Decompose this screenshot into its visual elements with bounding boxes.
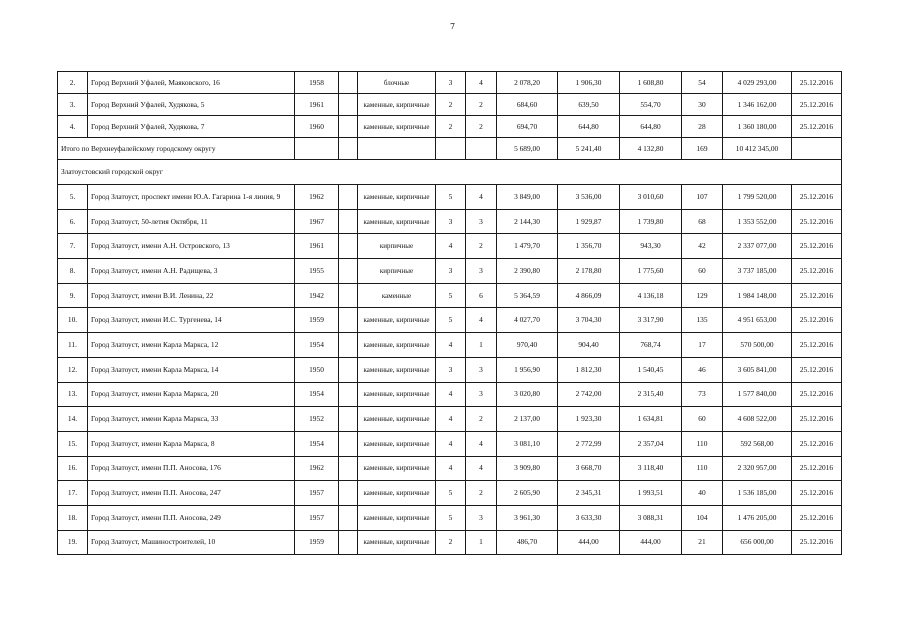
cost-cell: 1 346 162,00 [723,94,792,116]
cost-cell: 1 799 520,00 [723,185,792,210]
subtotal-empty [339,138,358,160]
year-cell: 1960 [295,116,339,138]
material-cell: каменные, кирпичные [358,456,436,481]
row-number: 3. [58,94,88,116]
entrances-cell: 4 [466,308,497,333]
row-number: 12. [58,357,88,382]
cost-cell: 1 536 185,00 [723,481,792,506]
blank-cell [339,481,358,506]
area-total-cell: 3 961,30 [497,505,558,530]
blank-cell [339,116,358,138]
material-cell: каменные [358,283,436,308]
floors-cell: 4 [436,234,466,259]
cost-cell: 656 000,00 [723,530,792,555]
floors-cell: 2 [436,116,466,138]
date-cell: 25.12.2016 [792,72,842,94]
table-row [58,481,842,506]
address-cell: Город Златоуст, имени Карла Маркса, 20 [88,382,295,407]
subtotal-cost: 10 412 345,00 [723,138,792,160]
rows-top [58,72,842,138]
address-cell: Город Златоуст, имени В.И. Ленина, 22 [88,283,295,308]
floors-cell: 5 [436,283,466,308]
date-cell: 25.12.2016 [792,116,842,138]
residents-cell: 17 [682,333,723,358]
area-total-cell: 2 144,30 [497,209,558,234]
floors-cell: 5 [436,481,466,506]
area-total-cell: 3 909,80 [497,456,558,481]
entrances-cell: 2 [466,116,497,138]
year-cell: 1957 [295,481,339,506]
table-row [58,234,842,259]
area-total-cell: 5 364,59 [497,283,558,308]
table-row [58,357,842,382]
material-cell: каменные, кирпичные [358,505,436,530]
entrances-cell: 3 [466,209,497,234]
floors-cell: 4 [436,382,466,407]
year-cell: 1961 [295,234,339,259]
year-cell: 1950 [295,357,339,382]
row-number: 13. [58,382,88,407]
cost-cell: 4 951 653,00 [723,308,792,333]
table-row [58,530,842,555]
floors-cell: 4 [436,456,466,481]
table-row [58,283,842,308]
area-b-cell: 1 812,30 [558,357,620,382]
row-number: 4. [58,116,88,138]
rows-bottom [58,185,842,555]
material-cell: каменные, кирпичные [358,308,436,333]
area-c-cell: 1 775,60 [620,259,682,284]
area-b-cell: 3 704,30 [558,308,620,333]
row-number: 7. [58,234,88,259]
material-cell: каменные, кирпичные [358,333,436,358]
residents-cell: 129 [682,283,723,308]
area-b-cell: 2 178,80 [558,259,620,284]
entrances-cell: 4 [466,431,497,456]
material-cell: каменные, кирпичные [358,431,436,456]
cost-cell: 4 029 293,00 [723,72,792,94]
floors-cell: 3 [436,357,466,382]
cost-cell: 1 360 180,00 [723,116,792,138]
area-total-cell: 2 390,80 [497,259,558,284]
area-total-cell: 970,40 [497,333,558,358]
entrances-cell: 1 [466,333,497,358]
area-total-cell: 1 956,90 [497,357,558,382]
residents-cell: 135 [682,308,723,333]
residents-cell: 68 [682,209,723,234]
area-b-cell: 644,80 [558,116,620,138]
blank-cell [339,259,358,284]
row-number: 11. [58,333,88,358]
blank-cell [339,456,358,481]
area-c-cell: 4 136,18 [620,283,682,308]
year-cell: 1961 [295,94,339,116]
residents-cell: 54 [682,72,723,94]
address-cell: Город Златоуст, Машиностроителей, 10 [88,530,295,555]
address-cell: Город Верхний Уфалей, Худякова, 5 [88,94,295,116]
entrances-cell: 6 [466,283,497,308]
row-number: 2. [58,72,88,94]
row-number: 15. [58,431,88,456]
date-cell: 25.12.2016 [792,431,842,456]
blank-cell [339,407,358,432]
entrances-cell: 4 [466,456,497,481]
cost-cell: 1 353 552,00 [723,209,792,234]
material-cell: каменные, кирпичные [358,94,436,116]
subtotal-empty [466,138,497,160]
cost-cell: 4 608 522,00 [723,407,792,432]
row-number: 14. [58,407,88,432]
blank-cell [339,308,358,333]
row-number: 16. [58,456,88,481]
floors-cell: 3 [436,72,466,94]
table-row [58,505,842,530]
date-cell: 25.12.2016 [792,407,842,432]
area-total-cell: 694,70 [497,116,558,138]
table-row [58,72,842,94]
area-b-cell: 2 742,00 [558,382,620,407]
area-c-cell: 444,00 [620,530,682,555]
subtotal-row [58,138,842,160]
table-row [58,185,842,210]
table-row [58,407,842,432]
area-total-cell: 684,60 [497,94,558,116]
residents-cell: 42 [682,234,723,259]
area-c-cell: 3 088,31 [620,505,682,530]
year-cell: 1962 [295,456,339,481]
address-cell: Город Златоуст, имени И.С. Тургенева, 14 [88,308,295,333]
material-cell: каменные, кирпичные [358,185,436,210]
material-cell: каменные, кирпичные [358,116,436,138]
cost-cell: 570 500,00 [723,333,792,358]
date-cell: 25.12.2016 [792,185,842,210]
material-cell: каменные, кирпичные [358,481,436,506]
floors-cell: 5 [436,185,466,210]
address-cell: Город Златоуст, имени А.Н. Радищева, 3 [88,259,295,284]
blank-cell [339,357,358,382]
row-number: 18. [58,505,88,530]
row-number: 9. [58,283,88,308]
table-row [58,431,842,456]
cost-cell: 1 476 205,00 [723,505,792,530]
area-c-cell: 943,30 [620,234,682,259]
area-total-cell: 3 849,00 [497,185,558,210]
area-b-cell: 3 536,00 [558,185,620,210]
floors-cell: 5 [436,308,466,333]
table-row [58,333,842,358]
area-b-cell: 3 633,30 [558,505,620,530]
blank-cell [339,234,358,259]
year-cell: 1958 [295,72,339,94]
residents-cell: 40 [682,481,723,506]
table-row [58,259,842,284]
date-cell: 25.12.2016 [792,456,842,481]
date-cell: 25.12.2016 [792,234,842,259]
entrances-cell: 4 [466,185,497,210]
area-total-cell: 4 027,70 [497,308,558,333]
area-b-cell: 639,50 [558,94,620,116]
year-cell: 1942 [295,283,339,308]
area-b-cell: 3 668,70 [558,456,620,481]
area-b-cell: 2 345,31 [558,481,620,506]
residents-cell: 46 [682,357,723,382]
table-row [58,308,842,333]
blank-cell [339,431,358,456]
address-cell: Город Верхний Уфалей, Худякова, 7 [88,116,295,138]
cost-cell: 2 337 077,00 [723,234,792,259]
cost-cell: 3 605 841,00 [723,357,792,382]
area-c-cell: 2 357,04 [620,431,682,456]
year-cell: 1954 [295,382,339,407]
blank-cell [339,382,358,407]
year-cell: 1962 [295,185,339,210]
blank-cell [339,283,358,308]
area-c-cell: 3 010,60 [620,185,682,210]
residents-cell: 28 [682,116,723,138]
area-b-cell: 444,00 [558,530,620,555]
area-c-cell: 1 540,45 [620,357,682,382]
floors-cell: 3 [436,209,466,234]
row-number: 17. [58,481,88,506]
area-b-cell: 1 923,30 [558,407,620,432]
section-title: Златоустовский городской округ [58,160,842,185]
entrances-cell: 3 [466,259,497,284]
residents-cell: 30 [682,94,723,116]
area-c-cell: 3 118,40 [620,456,682,481]
date-cell: 25.12.2016 [792,357,842,382]
cost-cell: 592 568,00 [723,431,792,456]
row-number: 19. [58,530,88,555]
entrances-cell: 1 [466,530,497,555]
year-cell: 1959 [295,308,339,333]
date-cell: 25.12.2016 [792,505,842,530]
subtotal-area-total: 5 689,00 [497,138,558,160]
subtotal-empty [358,138,436,160]
blank-cell [339,530,358,555]
residents-cell: 104 [682,505,723,530]
address-cell: Город Златоуст, имени П.П. Аносова, 176 [88,456,295,481]
year-cell: 1955 [295,259,339,284]
residents-cell: 110 [682,456,723,481]
address-cell: Город Верхний Уфалей, Маяковского, 16 [88,72,295,94]
subtotal-empty [295,138,339,160]
subtotal-area-b: 5 241,40 [558,138,620,160]
date-cell: 25.12.2016 [792,530,842,555]
year-cell: 1959 [295,530,339,555]
area-total-cell: 486,70 [497,530,558,555]
table-row [58,382,842,407]
area-total-cell: 2 605,90 [497,481,558,506]
entrances-cell: 2 [466,481,497,506]
row-number: 8. [58,259,88,284]
material-cell: каменные, кирпичные [358,530,436,555]
subtotal-empty [792,138,842,160]
residents-cell: 21 [682,530,723,555]
residents-cell: 110 [682,431,723,456]
housing-registry-table [57,71,842,555]
blank-cell [339,209,358,234]
subtotal-area-c: 4 132,80 [620,138,682,160]
area-b-cell: 1 356,70 [558,234,620,259]
area-total-cell: 3 081,10 [497,431,558,456]
entrances-cell: 3 [466,505,497,530]
blank-cell [339,94,358,116]
blank-cell [339,185,358,210]
date-cell: 25.12.2016 [792,259,842,284]
address-cell: Город Златоуст, имени П.П. Аносова, 249 [88,505,295,530]
row-number: 6. [58,209,88,234]
material-cell: каменные, кирпичные [358,382,436,407]
date-cell: 25.12.2016 [792,382,842,407]
cost-cell: 3 737 185,00 [723,259,792,284]
entrances-cell: 3 [466,357,497,382]
area-total-cell: 2 078,20 [497,72,558,94]
floors-cell: 2 [436,94,466,116]
area-b-cell: 2 772,99 [558,431,620,456]
material-cell: каменные, кирпичные [358,209,436,234]
area-b-cell: 4 866,09 [558,283,620,308]
date-cell: 25.12.2016 [792,209,842,234]
page-number: 7 [449,22,456,31]
area-c-cell: 1 739,80 [620,209,682,234]
entrances-cell: 2 [466,94,497,116]
floors-cell: 3 [436,259,466,284]
subtotal-empty [436,138,466,160]
material-cell: кирпичные [358,234,436,259]
residents-cell: 107 [682,185,723,210]
area-c-cell: 2 315,40 [620,382,682,407]
year-cell: 1967 [295,209,339,234]
cost-cell: 1 577 840,00 [723,382,792,407]
area-b-cell: 904,40 [558,333,620,358]
blank-cell [339,333,358,358]
area-total-cell: 3 020,80 [497,382,558,407]
blank-cell [339,72,358,94]
cost-cell: 2 320 957,00 [723,456,792,481]
address-cell: Город Златоуст, 50-летия Октября, 11 [88,209,295,234]
material-cell: каменные, кирпичные [358,407,436,432]
cost-cell: 1 984 148,00 [723,283,792,308]
area-b-cell: 1 906,30 [558,72,620,94]
material-cell: кирпичные [358,259,436,284]
year-cell: 1954 [295,431,339,456]
area-c-cell: 1 634,81 [620,407,682,432]
area-b-cell: 1 929,87 [558,209,620,234]
area-c-cell: 1 608,80 [620,72,682,94]
table-row [58,209,842,234]
material-cell: каменные, кирпичные [358,357,436,382]
date-cell: 25.12.2016 [792,333,842,358]
floors-cell: 4 [436,407,466,432]
address-cell: Город Златоуст, имени А.Н. Островского, 13 [88,234,295,259]
entrances-cell: 4 [466,72,497,94]
year-cell: 1952 [295,407,339,432]
date-cell: 25.12.2016 [792,308,842,333]
area-c-cell: 3 317,90 [620,308,682,333]
subtotal-label: Итого по Верхнеуфалейскому городскому округу [58,138,295,160]
entrances-cell: 2 [466,407,497,432]
entrances-cell: 2 [466,234,497,259]
year-cell: 1957 [295,505,339,530]
address-cell: Город Златоуст, имени Карла Маркса, 12 [88,333,295,358]
area-total-cell: 1 479,70 [497,234,558,259]
row-number: 5. [58,185,88,210]
date-cell: 25.12.2016 [792,481,842,506]
area-c-cell: 554,70 [620,94,682,116]
residents-cell: 73 [682,382,723,407]
subtotal-residents: 169 [682,138,723,160]
section-row [58,160,842,185]
table-row [58,94,842,116]
address-cell: Город Златоуст, имени Карла Маркса, 8 [88,431,295,456]
floors-cell: 2 [436,530,466,555]
table-row [58,456,842,481]
date-cell: 25.12.2016 [792,94,842,116]
address-cell: Город Златоуст, имени Карла Маркса, 14 [88,357,295,382]
residents-cell: 60 [682,407,723,432]
date-cell: 25.12.2016 [792,283,842,308]
address-cell: Город Златоуст, проспект имени Ю.А. Гагарина 1-я линия, 9 [88,185,295,210]
year-cell: 1954 [295,333,339,358]
floors-cell: 4 [436,431,466,456]
area-total-cell: 2 137,00 [497,407,558,432]
floors-cell: 5 [436,505,466,530]
area-c-cell: 1 993,51 [620,481,682,506]
material-cell: блочные [358,72,436,94]
floors-cell: 4 [436,333,466,358]
area-c-cell: 644,80 [620,116,682,138]
residents-cell: 60 [682,259,723,284]
blank-cell [339,505,358,530]
area-c-cell: 768,74 [620,333,682,358]
subtotal-block [58,138,842,185]
address-cell: Город Златоуст, имени П.П. Аносова, 247 [88,481,295,506]
address-cell: Город Златоуст, имени Карла Маркса, 33 [88,407,295,432]
table-row [58,116,842,138]
row-number: 10. [58,308,88,333]
entrances-cell: 3 [466,382,497,407]
